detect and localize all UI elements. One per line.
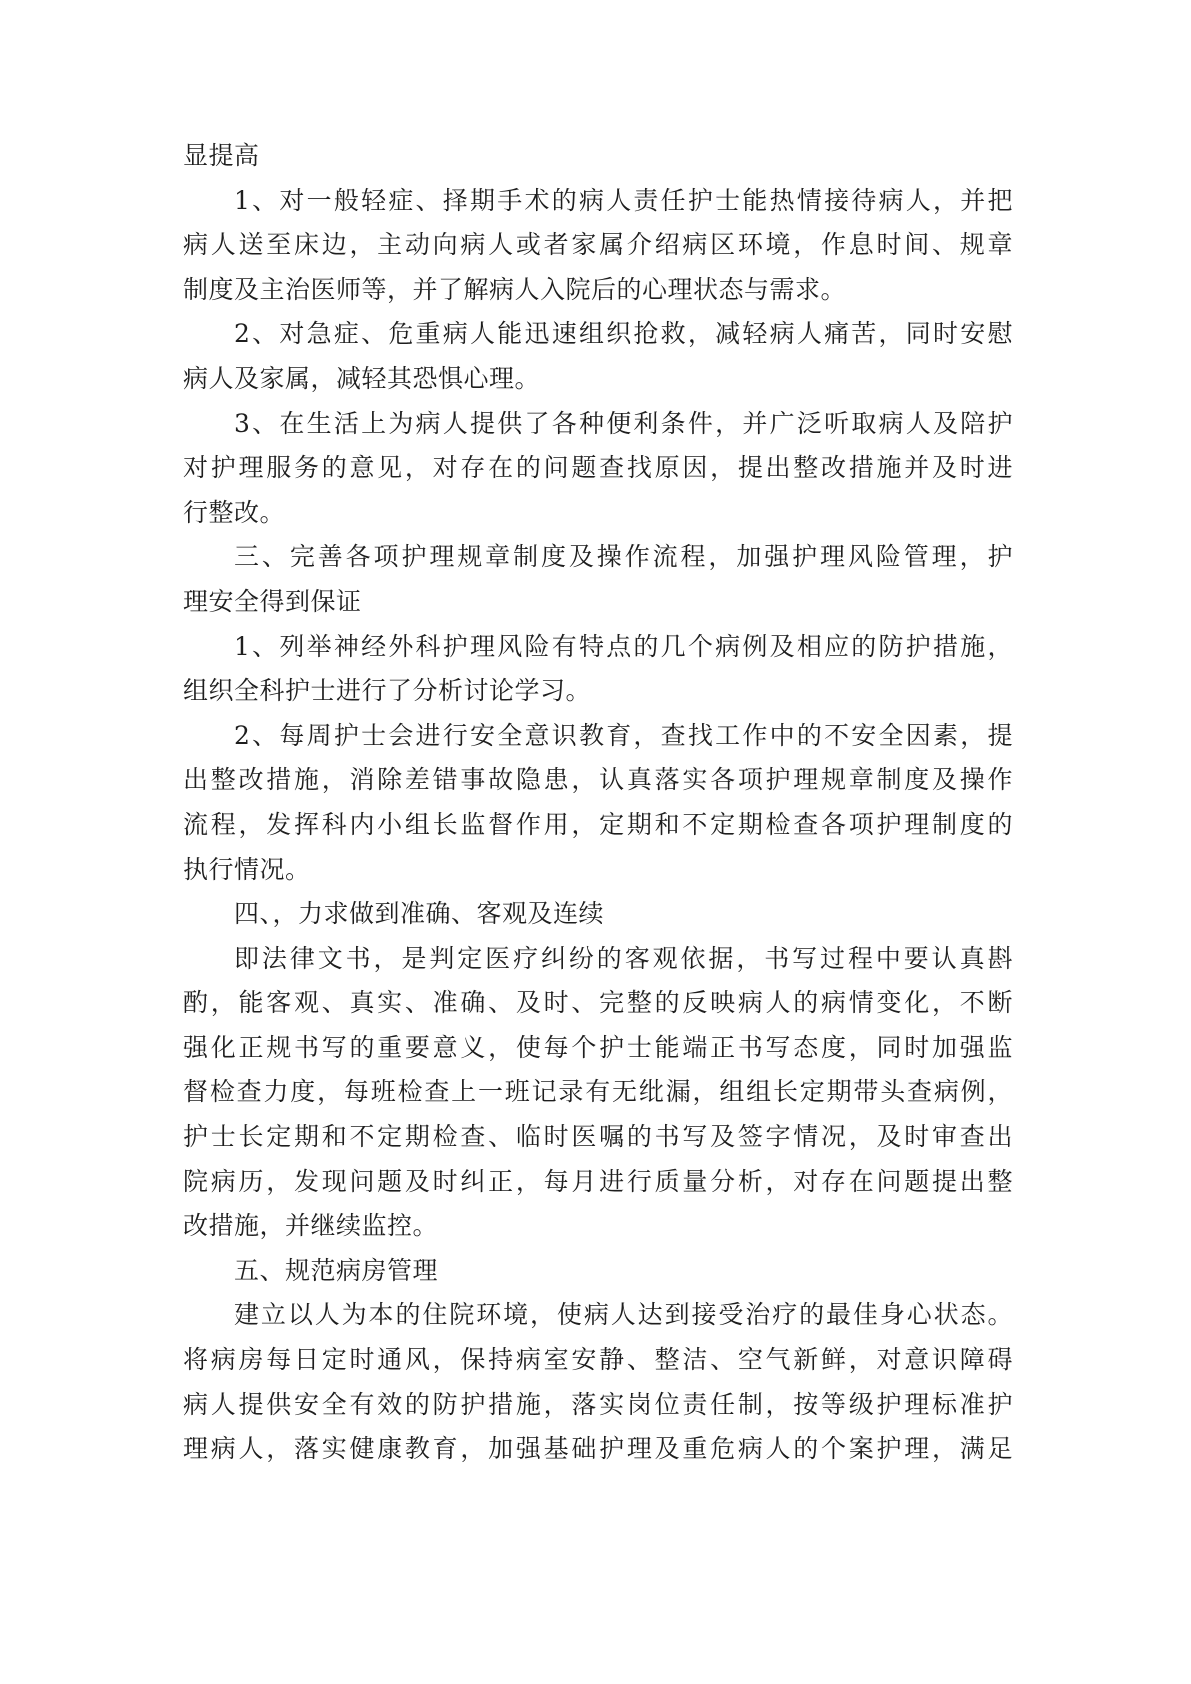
- paragraph-line: 理病人，落实健康教育，加强基础护理及重危病人的个案护理，满足: [183, 1434, 1013, 1464]
- paragraph-line: 护士长定期和不定期检查、临时医嘱的书写及签字情况，及时审查出: [183, 1122, 1013, 1152]
- list-item-line: 组织全科护士进行了分析讨论学习。: [183, 676, 592, 706]
- list-item-line: 行整改。: [183, 497, 286, 527]
- paragraph-line: 改措施，并继续监控。: [183, 1211, 439, 1241]
- section-heading-line: 三、完善各项护理规章制度及操作流程，加强护理风险管理，护: [234, 542, 1013, 572]
- section-heading-line: 四、，力求做到准确、客观及连续: [234, 899, 605, 929]
- paragraph-continuation-line: 显提高: [183, 141, 260, 170]
- paragraph-line: 将病房每日定时通风，保持病室安静、整洁、空气新鲜，对意识障碍: [183, 1345, 1013, 1375]
- section-heading-line: 理安全得到保证: [183, 586, 362, 616]
- paragraph-line: 督检查力度，每班检查上一班记录有无纰漏，组组长定期带头查病例，: [183, 1077, 1013, 1107]
- list-item-line: 流程，发挥科内小组长监督作用，定期和不定期检查各项护理制度的: [183, 809, 1013, 839]
- list-item-line: 病人送至床边，主动向病人或者家属介绍病区环境，作息时间、规章: [183, 230, 1013, 260]
- list-item-line: 1、对一般轻症、择期手术的病人责任护士能热情接待病人，并把: [234, 185, 1013, 215]
- paragraph-line: 病人提供安全有效的防护措施，落实岗位责任制，按等级护理标准护: [183, 1389, 1013, 1419]
- list-item-line: 对护理服务的意见，对存在的问题查找原因，提出整改措施并及时进: [183, 453, 1013, 483]
- list-item-line: 制度及主治医师等，并了解病人入院后的心理状态与需求。: [183, 274, 847, 304]
- list-item-line: 3、在生活上为病人提供了各种便利条件，并广泛听取病人及陪护: [234, 408, 1013, 438]
- paragraph-line: 酌，能客观、真实、准确、及时、完整的反映病人的病情变化，不断: [183, 988, 1013, 1018]
- list-item-line: 执行情况。: [183, 854, 311, 884]
- list-item-line: 2、对急症、危重病人能迅速组织抢救，减轻病人痛苦，同时安慰: [234, 319, 1013, 349]
- list-item-line: 1、列举神经外科护理风险有特点的几个病例及相应的防护措施，: [234, 631, 1013, 661]
- paragraph-line: 院病历，发现问题及时纠正，每月进行质量分析，对存在问题提出整: [183, 1166, 1013, 1196]
- list-item-line: 病人及家属，减轻其恐惧心理。: [183, 363, 541, 393]
- section-heading-line: 五、规范病房管理: [234, 1255, 439, 1285]
- paragraph-line: 建立以人为本的住院环境，使病人达到接受治疗的最佳身心状态。: [234, 1300, 1013, 1330]
- paragraph-line: 强化正规书写的重要意义，使每个护士能端正书写态度，同时加强监: [183, 1032, 1013, 1062]
- paragraph-line: 即法律文书，是判定医疗纠纷的客观依据，书写过程中要认真斟: [234, 943, 1013, 973]
- list-item-line: 2、每周护士会进行安全意识教育，查找工作中的不安全因素，提: [234, 720, 1013, 750]
- list-item-line: 出整改措施，消除差错事故隐患，认真落实各项护理规章制度及操作: [183, 765, 1013, 795]
- document-body: [183, 134, 1013, 1472]
